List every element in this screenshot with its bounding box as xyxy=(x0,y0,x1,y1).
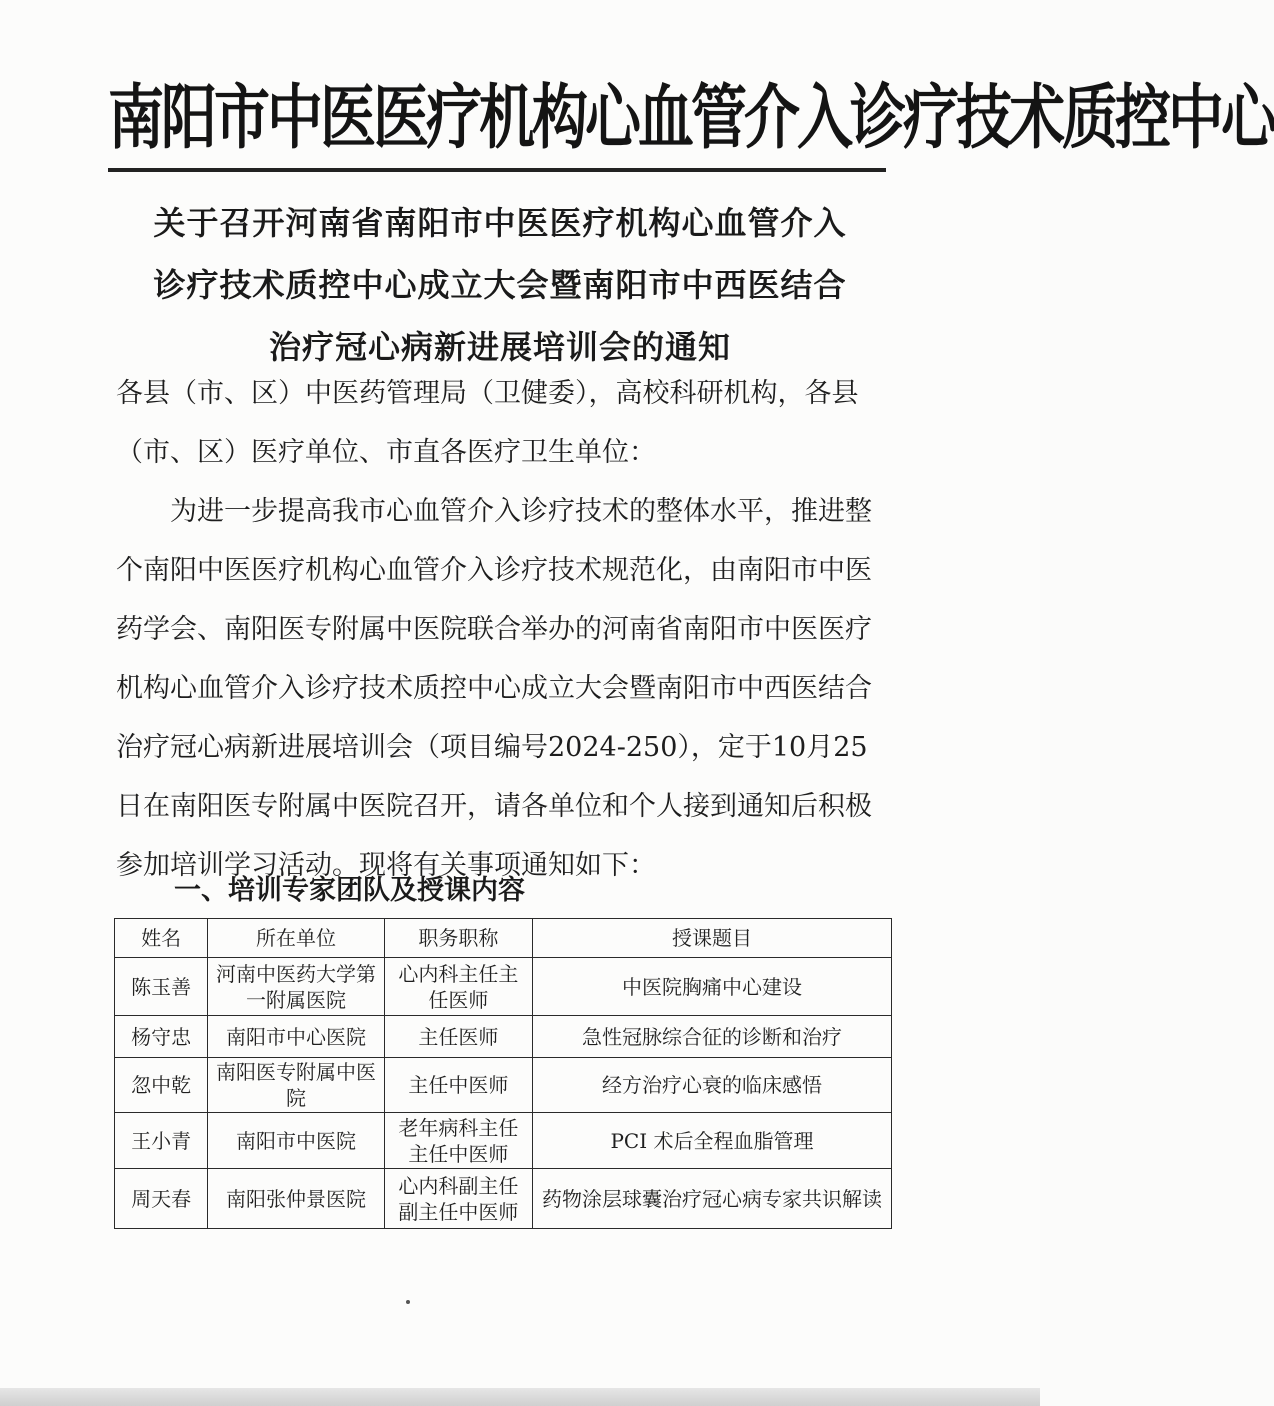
table-header-row xyxy=(115,919,892,958)
cell-name: 忽中乾 xyxy=(115,1058,208,1113)
cell-unit: 南阳市中心医院 xyxy=(208,1016,385,1058)
main-paragraph: 为进一步提高我市心血管介入诊疗技术的整体水平，推进整个南阳中医医疗机构心血管介入诊疗技术规范化，由南阳市中医药学会、南阳医专附属中医院联合举办的河南省南阳市中医医疗机构心血管介入诊疗技术质控中心成立大会暨南阳市中西医结合治疗冠心病新进展培训会（项目编号2024-250），定于10月25日在南阳医专附属中医院召开，请各单位和个人接到通知后积极参加培训学习活动。现将有关事项通知如下： xyxy=(116,496,872,881)
cell-topic: 药物涂层球囊治疗冠心病专家共识解读 xyxy=(532,1169,891,1229)
cell-title: 老年病科主任主任中医师 xyxy=(384,1113,532,1169)
letterhead-title: 南阳市中医医疗机构心血管介入诊疗技术质控中心 xyxy=(108,77,1274,159)
notice-body xyxy=(116,364,886,895)
notice-title xyxy=(110,192,890,378)
table-row xyxy=(115,958,892,1016)
cell-topic: 急性冠脉综合征的诊断和治疗 xyxy=(532,1016,891,1058)
cell-name: 陈玉善 xyxy=(115,958,208,1016)
cell-name: 周天春 xyxy=(115,1169,208,1229)
notice-title-line: 诊疗技术质控中心成立大会暨南阳市中西医结合 xyxy=(153,266,847,304)
cell-topic: 中医院胸痛中心建设 xyxy=(532,958,891,1016)
recipients-paragraph: 各县（市、区）中医药管理局（卫健委），高校科研机构，各县（市、区）医疗单位、市直各医疗卫生单位： xyxy=(116,378,859,468)
cell-unit: 南阳张仲景医院 xyxy=(208,1169,385,1229)
cell-unit: 南阳医专附属中医院 xyxy=(208,1058,385,1113)
cell-topic: 经方治疗心衰的临床感悟 xyxy=(532,1058,891,1113)
cell-name: 王小青 xyxy=(115,1113,208,1169)
cell-title: 主任医师 xyxy=(384,1016,532,1058)
table-row xyxy=(115,1113,892,1169)
table-row xyxy=(115,1169,892,1229)
column-header-name: 姓名 xyxy=(115,919,208,958)
letterhead-rule xyxy=(108,168,886,172)
cell-unit: 河南中医药大学第一附属医院 xyxy=(208,958,385,1016)
cell-title: 心内科主任主任医师 xyxy=(384,958,532,1016)
cell-title: 主任中医师 xyxy=(384,1058,532,1113)
cell-title: 心内科副主任副主任中医师 xyxy=(384,1169,532,1229)
section-heading: 一、培训专家团队及授课内容 xyxy=(174,875,525,906)
column-header-unit: 所在单位 xyxy=(208,919,385,958)
table-row xyxy=(115,1016,892,1058)
notice-title-line: 治疗冠心病新进展培训会的通知 xyxy=(268,328,731,366)
scan-bottom-edge xyxy=(0,1388,1040,1406)
letterhead xyxy=(108,66,1274,176)
cell-topic: PCI 术后全程血脂管理 xyxy=(532,1113,891,1169)
speck-mark xyxy=(406,1300,410,1304)
notice-title-line: 关于召开河南省南阳市中医医疗机构心血管介入 xyxy=(153,204,847,242)
cell-unit: 南阳市中医院 xyxy=(208,1113,385,1169)
column-header-topic: 授课题目 xyxy=(532,919,891,958)
table-row xyxy=(115,1058,892,1113)
experts-table xyxy=(114,918,892,1229)
cell-name: 杨守忠 xyxy=(115,1016,208,1058)
column-header-title: 职务职称 xyxy=(384,919,532,958)
